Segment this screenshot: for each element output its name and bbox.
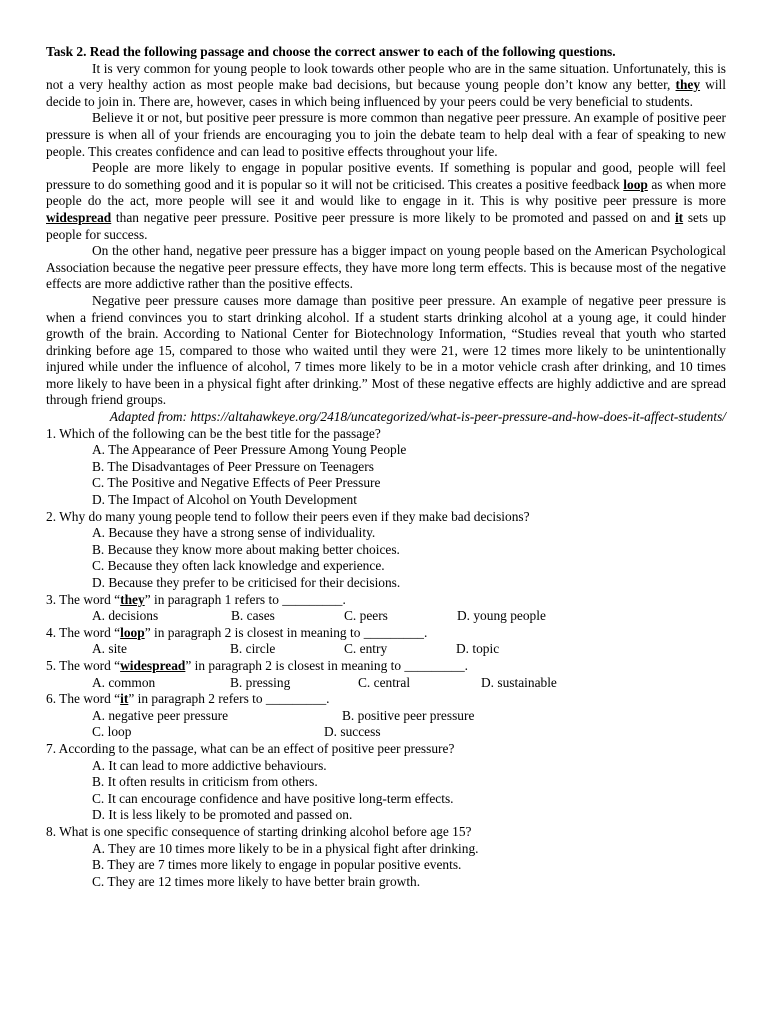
option-d: D. sustainable: [481, 674, 557, 690]
option-a: A. They are 10 times more likely to be in a physical fight after drinking.: [92, 840, 479, 856]
question-3-options: [46, 608, 726, 625]
question-8-options: [46, 841, 726, 891]
option-b: B. circle: [230, 641, 276, 657]
option-b: B. cases: [231, 608, 275, 624]
option-a: A. Because they have a strong sense of individuality.: [92, 525, 376, 541]
option-b: B. positive peer pressure: [342, 707, 475, 723]
question-7-options: [46, 758, 726, 824]
question-6-keyword: it: [120, 691, 129, 707]
option-a: A. decisions: [92, 608, 159, 624]
option-b: B. The Disadvantages of Peer Pressure on Teenagers: [92, 458, 374, 474]
option-a: A. site: [92, 641, 127, 657]
option-a: A. negative peer pressure: [92, 707, 229, 723]
question-5-keyword: widespread: [120, 657, 186, 673]
worksheet-page: [46, 44, 726, 890]
question-7: 7. According to the passage, what can be an effect of positive peer pressure?: [46, 740, 455, 756]
question-8: 8. What is one specific consequence of starting drinking alcohol before age 15?: [46, 823, 472, 839]
option-c: C. central: [358, 674, 411, 690]
keyword-widespread: widespread: [46, 209, 112, 225]
option-d: D. success: [324, 724, 381, 740]
option-c: C. The Positive and Negative Effects of Peer Pressure: [92, 475, 381, 491]
option-c: C. It can encourage confidence and have positive long-term effects.: [92, 790, 454, 806]
option-b: B. pressing: [230, 674, 291, 690]
question-3: 3. The word “they” in paragraph 1 refers to _________.: [46, 591, 346, 607]
question-6-options-row-2: [46, 724, 726, 741]
option-c: C. peers: [344, 608, 388, 624]
passage-paragraph-1: It is very common for young people to look towards other people who are in the same situation. Unfortunately, this is not a very healthy action as most people make bad decisions, but because young people don’t know any better, they will decide to join in. There are, however, cases in which being influenced by your peers could be very beneficial to students.: [46, 60, 726, 109]
option-c: C. loop: [92, 724, 132, 740]
option-d: D. Because they prefer to be criticised for their decisions.: [92, 575, 401, 590]
option-c: C. Because they often lack knowledge and experience.: [92, 558, 385, 574]
keyword-it: it: [674, 209, 684, 225]
question-6-options-row-1: [46, 708, 726, 725]
question-5-options: [46, 675, 726, 692]
question-2-options: [46, 525, 726, 591]
option-a: A. The Appearance of Peer Pressure Among Young People: [92, 442, 407, 458]
question-4-keyword: loop: [120, 624, 145, 640]
question-4: 4. The word “loop” in paragraph 2 is closest in meaning to _________.: [46, 624, 428, 640]
option-d: D. topic: [456, 641, 500, 657]
option-d: D. It is less likely to be promoted and passed on.: [92, 807, 353, 823]
task-heading: Task 2. Read the following passage and choose the correct answer to each of the following questions.: [46, 44, 616, 59]
option-b: B. It often results in criticism from others.: [92, 774, 318, 790]
question-5: 5. The word “widespread” in paragraph 2 is closest in meaning to _________.: [46, 657, 469, 673]
option-a: A. It can lead to more addictive behaviours.: [92, 757, 327, 773]
option-c: C. entry: [344, 641, 388, 657]
question-6: 6. The word “it” in paragraph 2 refers to _________.: [46, 691, 330, 707]
keyword-loop: loop: [623, 176, 648, 192]
keyword-they: they: [675, 77, 701, 93]
passage-paragraph-2: Believe it or not, but positive peer pressure is more common than negative peer pressure. An example of positive peer pressure is when all of your friends are encouraging you to join the debate team to help deal with a fear of speaking to new people. This creates confidence and can lead to positive effects throughout your life.: [46, 110, 726, 159]
question-3-keyword: they: [120, 591, 145, 607]
question-1-options: [46, 442, 726, 508]
option-c: C. They are 12 times more likely to have better brain growth.: [92, 873, 421, 889]
option-b: B. Because they know more about making better choices.: [92, 541, 400, 557]
option-a: A. common: [92, 674, 156, 690]
question-4-options: [46, 641, 726, 658]
passage-paragraph-3: People are more likely to engage in popular positive events. If something is popular and good, people will feel pressure to do something good and it is popular so it will not be criticised. This creates a positive feedback loop as when more people do the act, more people will see it and would like to engage in it. This is why positive peer pressure is more widespread than negative peer pressure. Positive peer pressure is more likely to be promoted and passed on and it sets up people for success.: [46, 160, 727, 242]
question-2: 2. Why do many young people tend to follow their peers even if they make bad decisions?: [46, 508, 530, 524]
option-b: B. They are 7 times more likely to engage in popular positive events.: [92, 857, 462, 873]
question-1: 1. Which of the following can be the best title for the passage?: [46, 425, 381, 441]
source-citation: Adapted from: https://altahawkeye.org/2418/uncategorized/what-is-peer-pressure-and-how-does-it-affect-students/: [109, 409, 726, 425]
option-d: D. young people: [457, 608, 546, 624]
option-d: D. The Impact of Alcohol on Youth Development: [92, 492, 357, 508]
passage-paragraph-4: On the other hand, negative peer pressure has a bigger impact on young people based on the American Psychological Association because the negative peer pressure effects, they have more long term effects. This is because most of the negative effects are more addictive rather than the positive effects.: [46, 243, 726, 292]
passage-paragraph-5: Negative peer pressure causes more damage than positive peer pressure. An example of negative peer pressure is when a friend convinces you to start drinking alcohol. If a student starts drinking alcohol at a young age, it could hinder growth of the brain. According to National Center for Biotechnology Information, “Studies reveal that youth who started drinking before age 15, compared to those who waited until they were 21, were 12 times more likely to be unintentionally injured while under the influence of alcohol, 7 times more likely to be in a motor vehicle crash after drinking, and 10 times more likely to have been in a physical fight after drinking.” Most of these negative effects are highly addictive and are spread through friend groups.: [46, 292, 726, 408]
